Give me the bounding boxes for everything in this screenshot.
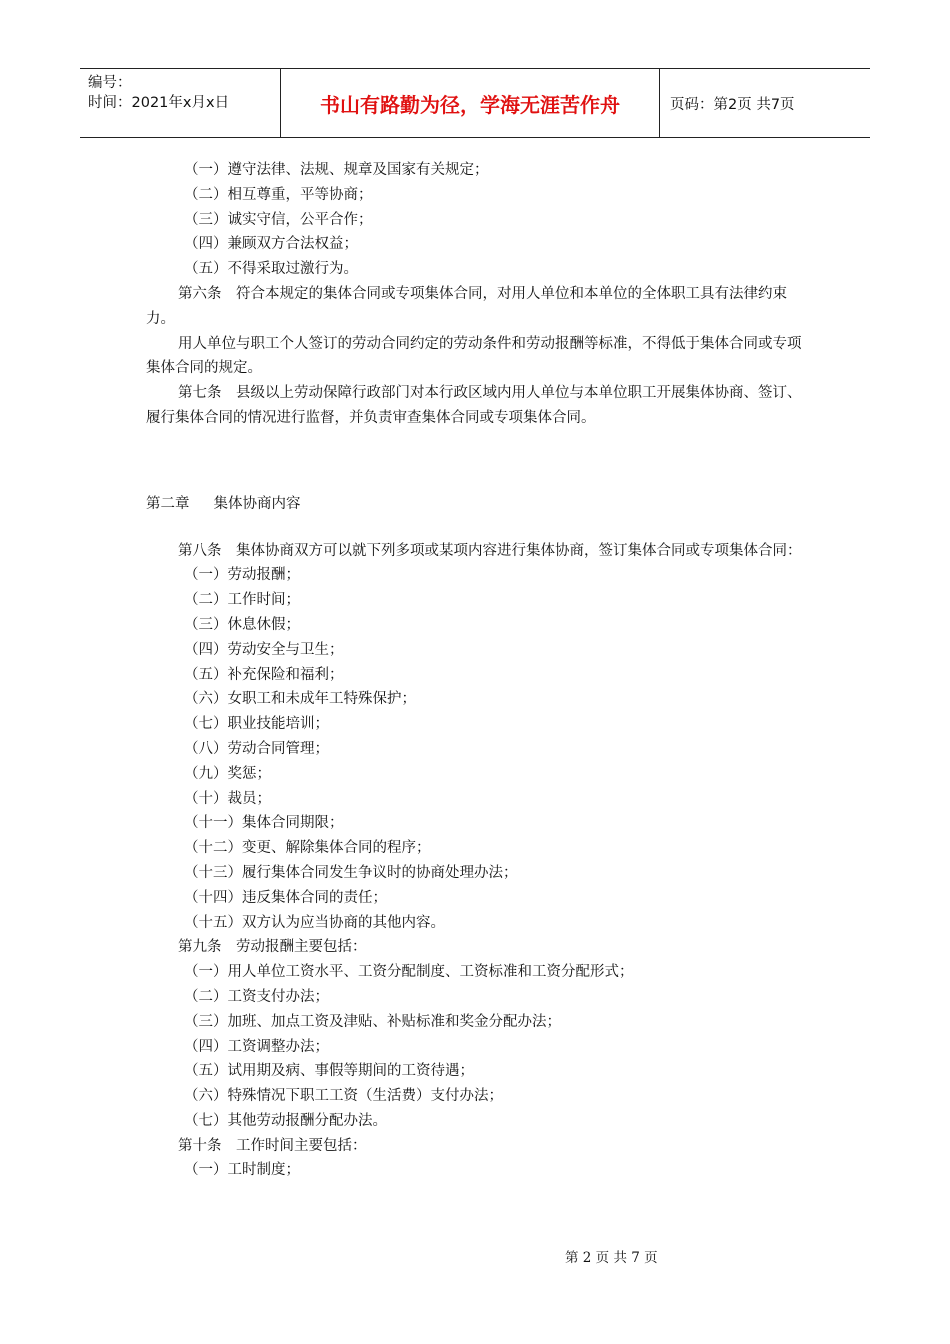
list-item: （二）工作时间；: [184, 592, 300, 609]
footer-page-number: 第 2 页 共 7 页: [565, 1250, 658, 1266]
top-section: [146, 158, 810, 431]
list-item: （一）工时制度；: [184, 1162, 300, 1179]
list-item: （八）劳动合同管理；: [184, 740, 329, 757]
list-item: （十五）双方认为应当协商的其他内容。: [184, 914, 445, 931]
list-item: （七）职业技能培训；: [184, 716, 329, 733]
list-item: （五）不得采取过激行为。: [184, 261, 358, 278]
list-item: （五）补充保险和福利；: [184, 666, 344, 683]
list-item: （四）工资调整办法；: [184, 1038, 329, 1055]
list-item: （一）用人单位工资水平、工资分配制度、工资标准和工资分配形式；: [184, 964, 634, 981]
list-item: （三）休息休假；: [184, 616, 300, 633]
paragraph: 第十条 工作时间主要包括：: [178, 1137, 367, 1154]
header-meta: [80, 69, 280, 137]
list-item: （九）奖惩；: [184, 765, 271, 782]
header-slogan: 书山有路勤为径，学海无涯苦作舟: [280, 69, 660, 137]
list-item: （三）加班、加点工资及津贴、补贴标准和奖金分配办法；: [184, 1013, 561, 1030]
list-item: （二）工资支付办法；: [184, 988, 329, 1005]
chapter-number: 第二章: [146, 495, 190, 512]
list-item: （十四）违反集体合同的责任；: [184, 889, 387, 906]
time-label: 时间：2021年x月x日: [88, 95, 230, 111]
list-item: （十三）履行集体合同发生争议时的协商处理办法；: [184, 864, 518, 881]
spacer: [146, 431, 810, 492]
list-item: （六）女职工和未成年工特殊保护；: [184, 691, 416, 708]
paragraph: 第七条 县级以上劳动保障行政部门对本行政区域内用人单位与本单位职工开展集体协商、签订、履行集体合同的情况进行监督，并负责审查集体合同或专项集体合同。: [146, 385, 802, 426]
number-label: 编号：: [88, 75, 132, 91]
list-item: （五）试用期及病、事假等期间的工资待遇；: [184, 1063, 474, 1080]
list-item: （一）劳动报酬；: [184, 567, 300, 584]
paragraph: 第八条 集体协商双方可以就下列多项或某项内容进行集体协商，签订集体合同或专项集体合同：: [178, 542, 802, 559]
paragraph: 第九条 劳动报酬主要包括：: [178, 939, 367, 956]
list-item: （四）劳动安全与卫生；: [184, 641, 344, 658]
page-header: [80, 68, 870, 138]
list-item: （三）诚实守信，公平合作；: [184, 211, 373, 228]
list-item: （七）其他劳动报酬分配办法。: [184, 1112, 387, 1129]
paragraph: 用人单位与职工个人签订的劳动合同约定的劳动条件和劳动报酬等标准，不得低于集体合同或专项集体合同的规定。: [146, 335, 802, 377]
header-page-label: 页码：第2页 共7页: [670, 96, 795, 113]
list-item: （十）裁员；: [184, 790, 271, 807]
list-item: （二）相互尊重，平等协商；: [184, 186, 373, 203]
list-item: （四）兼顾双方合法权益；: [184, 236, 358, 253]
chapter-title: 集体协商内容: [213, 495, 301, 512]
paragraph: 第六条 符合本规定的集体合同或专项集体合同，对用人单位和本单位的全体职工具有法律约束力。: [146, 285, 787, 327]
chapter-heading: [146, 492, 810, 517]
bottom-section: [146, 539, 810, 1184]
spacer: [146, 517, 810, 539]
list-item: （十二）变更、解除集体合同的程序；: [184, 840, 431, 857]
document-body: [146, 158, 810, 1183]
list-item: （六）特殊情况下职工工资（生活费）支付办法；: [184, 1088, 503, 1105]
list-item: （十一）集体合同期限；: [184, 815, 344, 832]
list-item: （一）遵守法律、法规、规章及国家有关规定；: [184, 162, 489, 178]
